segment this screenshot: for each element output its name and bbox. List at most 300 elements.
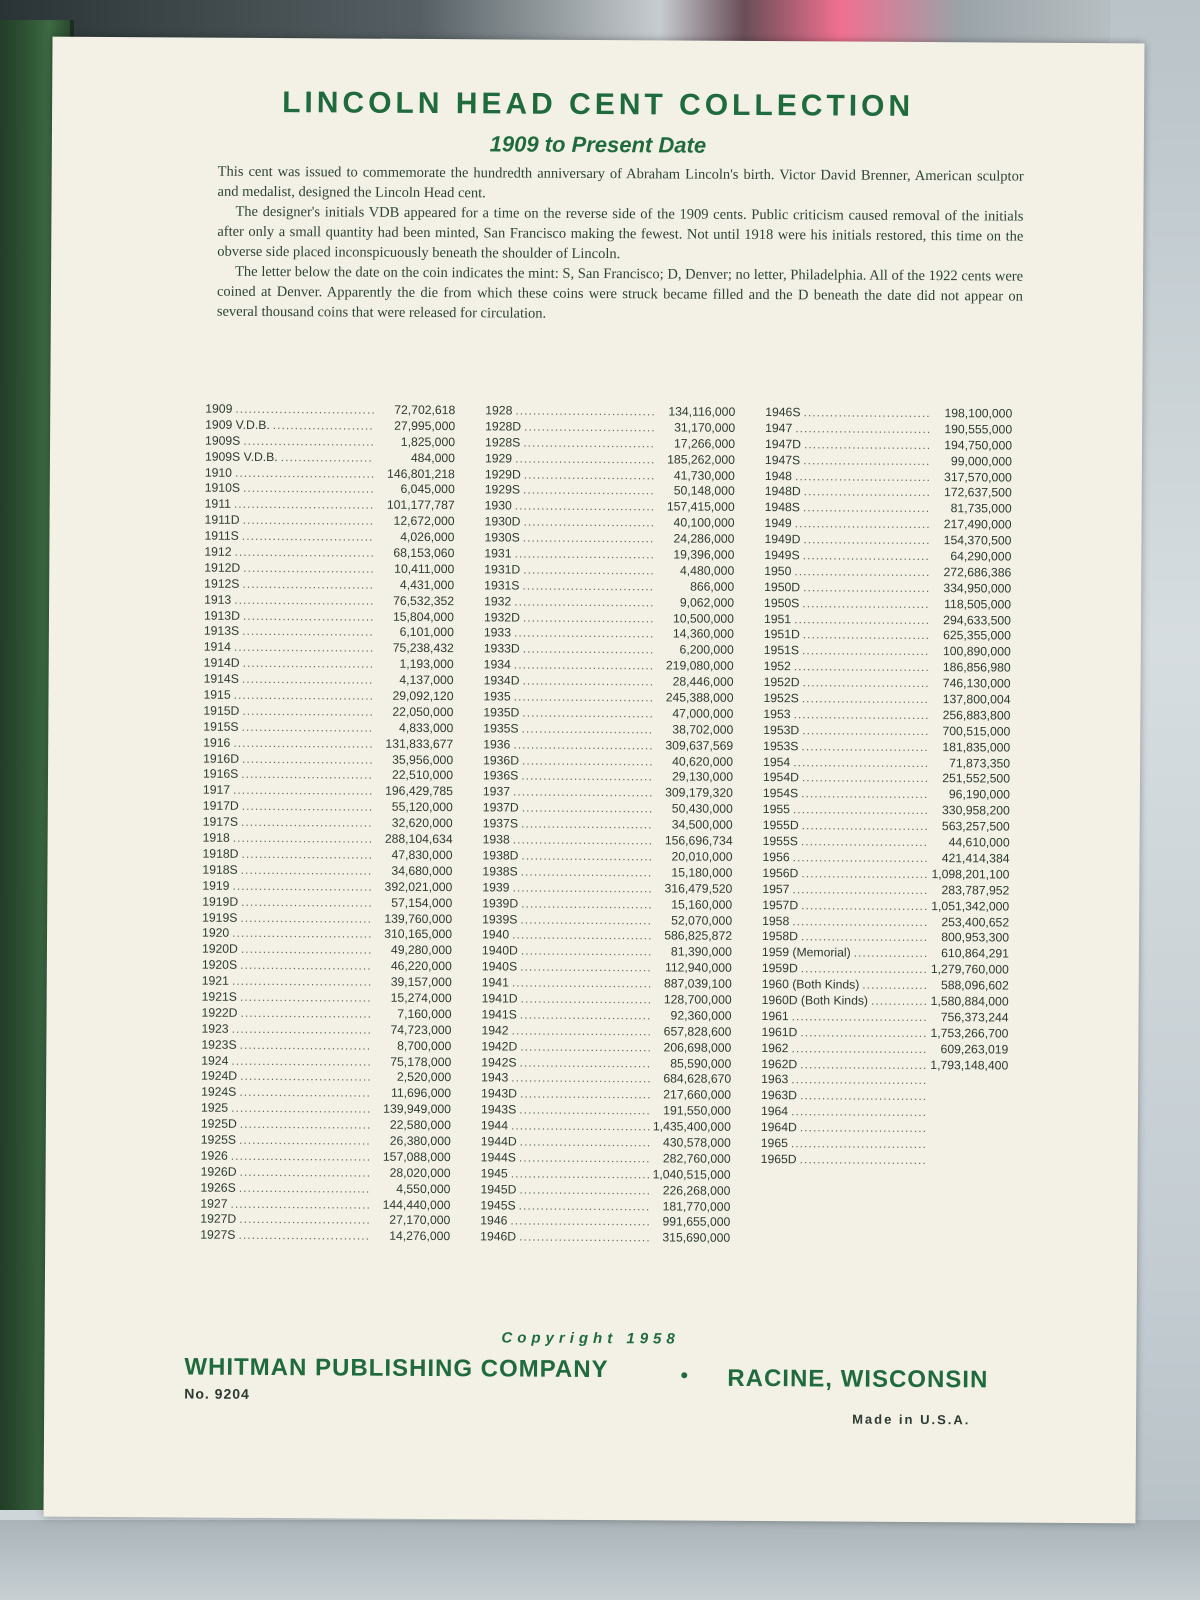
coin-date-mint: 1928	[485, 403, 513, 418]
mintage-count: 316,479,520	[664, 881, 733, 896]
coin-date-mint: 1948D	[764, 484, 801, 499]
leader-dots	[235, 465, 374, 482]
mintage-count: 4,550,000	[396, 1181, 451, 1196]
leader-dots	[239, 1212, 369, 1229]
leader-dots	[240, 1006, 370, 1023]
mintage-count: 29,130,000	[671, 769, 734, 785]
mintage-row	[203, 815, 453, 832]
coin-date-mint: 1950	[764, 563, 792, 579]
mintage-count: 28,020,000	[389, 1165, 451, 1180]
leader-dots	[522, 705, 652, 722]
mintage-row	[482, 1007, 732, 1024]
coin-date-mint: 1919	[202, 878, 230, 893]
mintage-count: 68,153,060	[393, 545, 455, 561]
mintage-count: 272,686,386	[943, 565, 1012, 580]
mintage-row	[203, 704, 453, 721]
coin-date-mint: 1913S	[203, 624, 240, 639]
coin-date-mint: 1930D	[484, 514, 521, 529]
mintage-row	[484, 530, 734, 547]
coin-date-mint: 1937S	[482, 816, 519, 831]
mintage-count: 317,570,000	[944, 469, 1012, 485]
mintage-row	[203, 831, 453, 848]
mintage-count: 563,257,500	[941, 819, 1010, 834]
coin-date-mint: 1956D	[762, 865, 799, 881]
mintage-count: 99,000,000	[950, 453, 1012, 469]
mintage-count: 17,266,000	[674, 436, 736, 451]
coin-date-mint: 1949D	[764, 532, 801, 547]
leader-dots	[803, 580, 930, 597]
leader-dots	[242, 799, 372, 816]
mintage-count: 144,440,000	[382, 1197, 451, 1212]
leader-dots	[242, 624, 373, 641]
mintage-count: 309,637,569	[665, 738, 734, 753]
leader-dots	[791, 1136, 927, 1153]
leader-dots	[795, 516, 931, 533]
coin-date-mint: 1946D	[480, 1229, 517, 1244]
leader-dots	[794, 612, 930, 629]
leader-dots	[519, 1230, 649, 1247]
mintage-row	[762, 961, 1009, 978]
leader-dots	[514, 690, 653, 707]
mintage-row	[480, 1214, 730, 1231]
mintage-row	[481, 1103, 731, 1120]
leader-dots	[801, 866, 928, 883]
leader-dots	[871, 994, 928, 1010]
coin-date-mint: 1926S	[200, 1180, 236, 1195]
coin-date-mint: 1910	[204, 465, 233, 480]
mintage-row	[763, 707, 1010, 724]
leader-dots	[521, 944, 651, 961]
mintage-row	[484, 546, 734, 563]
leader-dots	[514, 594, 653, 611]
mintage-row	[763, 786, 1010, 803]
mintage-count: 35,956,000	[392, 752, 454, 767]
mintage-count: 191,550,000	[663, 1103, 732, 1119]
leader-dots	[281, 450, 374, 466]
mintage-row	[482, 880, 732, 897]
mintage-row	[205, 497, 455, 514]
coin-date-mint: 1961	[761, 1008, 789, 1024]
coin-date-mint: 1957D	[762, 897, 799, 912]
coin-date-mint: 1959 (Memorial)	[761, 945, 851, 960]
leader-dots	[521, 992, 651, 1009]
mintage-row	[202, 847, 452, 864]
mintage-row	[202, 910, 452, 927]
mintage-count: 294,633,500	[943, 612, 1012, 628]
mintage-row	[762, 945, 1009, 962]
mintage-row	[761, 1104, 1008, 1121]
mintage-row	[204, 576, 454, 593]
mintage-count: 610,864,291	[941, 946, 1009, 961]
leader-dots	[804, 437, 931, 454]
coin-date-mint: 1935	[483, 689, 511, 704]
mintage-count: 283,787,952	[941, 882, 1010, 898]
mintage-row	[761, 1152, 1008, 1169]
mintage-count: 38,702,000	[672, 722, 734, 737]
leader-dots	[234, 688, 373, 705]
mintage-row	[763, 723, 1010, 740]
mintage-count: 137,800,004	[942, 692, 1011, 707]
mintage-row	[201, 1021, 451, 1038]
mintage-count: 134,116,000	[668, 404, 736, 419]
coin-date-mint: 1928D	[485, 419, 522, 434]
mintage-count: 96,190,000	[948, 787, 1010, 802]
coin-date-mint: 1915	[203, 687, 231, 702]
mintage-row	[482, 928, 732, 945]
coin-date-mint: 1941S	[481, 1007, 517, 1022]
leader-dots	[520, 1087, 650, 1104]
mintage-row	[761, 1088, 1008, 1105]
mintage-count: 139,760,000	[384, 911, 453, 926]
mintage-row	[764, 612, 1011, 629]
coin-date-mint: 1931S	[484, 578, 520, 593]
leader-dots	[512, 880, 651, 897]
mintage-count: 282,760,000	[662, 1151, 731, 1166]
coin-date-mint: 1954	[763, 754, 791, 769]
coin-date-mint: 1911	[204, 496, 231, 512]
coin-date-mint: 1937D	[482, 800, 519, 815]
coin-date-mint: 1953S	[763, 738, 799, 753]
mintage-count: 288,104,634	[384, 831, 453, 847]
coin-date-mint: 1924S	[201, 1084, 237, 1100]
mintage-row	[482, 864, 732, 881]
mintage-count: 139,949,000	[383, 1101, 452, 1117]
coin-date-mint: 1909S V.D.B.	[204, 449, 278, 464]
leader-dots	[519, 1103, 650, 1120]
mintage-row	[205, 513, 455, 530]
leader-dots	[232, 1022, 371, 1039]
coin-date-mint: 1914	[203, 639, 231, 655]
mintage-row	[761, 1072, 1008, 1089]
leader-dots	[243, 656, 373, 673]
leader-dots	[241, 942, 371, 959]
leader-dots	[519, 1150, 650, 1167]
mintage-row	[204, 608, 454, 625]
leader-dots	[234, 545, 373, 562]
coin-date-mint: 1913D	[203, 608, 240, 623]
mintage-row	[203, 751, 453, 768]
mintage-count: 34,680,000	[391, 863, 453, 878]
mintage-count: 746,130,000	[942, 676, 1011, 691]
coin-date-mint: 1947D	[765, 436, 802, 452]
coin-date-mint: 1936D	[483, 752, 520, 768]
mintage-count: 6,045,000	[400, 482, 455, 497]
mintage-row	[481, 1039, 731, 1056]
mintage-row	[203, 783, 453, 800]
leader-dots	[802, 771, 929, 788]
coin-date-mint: 1951D	[763, 627, 800, 642]
leader-dots	[802, 723, 929, 740]
coin-date-mint: 1909S	[205, 433, 241, 448]
coin-date-mint: 1936	[483, 737, 511, 752]
mintage-count: 6,101,000	[399, 625, 454, 640]
coin-date-mint: 1941D	[481, 991, 518, 1006]
mintage-row	[763, 771, 1010, 788]
mintage-count: 15,180,000	[671, 865, 733, 880]
leader-dots	[522, 721, 653, 738]
mintage-row	[482, 959, 732, 976]
mintage-count: 588,096,602	[940, 978, 1009, 993]
leader-dots	[243, 513, 374, 530]
mintage-row	[482, 975, 732, 992]
mintage-row	[764, 564, 1011, 581]
mintage-count: 154,370,500	[943, 533, 1012, 548]
coin-date-mint: 1965D	[760, 1151, 797, 1167]
mintage-row	[764, 643, 1011, 660]
leader-dots	[523, 515, 653, 532]
coin-date-mint: 1965	[760, 1135, 788, 1151]
coin-date-mint: 1952	[763, 659, 791, 674]
coin-date-mint: 1945	[480, 1166, 508, 1181]
mintage-count: 76,532,352	[393, 593, 455, 608]
coin-date-mint: 1963	[761, 1072, 789, 1087]
coin-date-mint: 1919S	[202, 910, 238, 925]
mintage-row	[204, 640, 454, 657]
mintage-count: 41,730,000	[673, 468, 735, 483]
mintage-row	[485, 403, 735, 420]
mintage-count: 245,388,000	[665, 690, 734, 705]
leader-dots	[792, 1009, 928, 1026]
coin-date-mint: 1922D	[201, 1005, 238, 1020]
coin-date-mint: 1963D	[761, 1088, 798, 1103]
leader-dots	[794, 564, 930, 581]
mintage-count: 100,890,000	[942, 644, 1011, 659]
coin-date-mint: 1926	[200, 1148, 228, 1163]
mintage-row	[762, 1009, 1009, 1026]
mintage-count: 40,100,000	[673, 515, 735, 531]
mintage-count: 15,274,000	[390, 990, 452, 1006]
leader-dots	[513, 737, 652, 754]
leader-dots	[511, 1071, 650, 1088]
mintage-row	[202, 894, 452, 911]
coin-date-mint: 1924	[201, 1053, 229, 1068]
mintage-row	[762, 882, 1009, 899]
coin-date-mint: 1924D	[201, 1069, 238, 1084]
coin-date-mint: 1960 (Both Kinds)	[761, 977, 860, 992]
coin-date-mint: 1920	[202, 925, 230, 941]
mintage-row	[204, 672, 454, 689]
mintage-row	[201, 1085, 451, 1102]
leader-dots	[801, 787, 929, 804]
coin-date-mint: 1933D	[483, 641, 520, 656]
mintage-count: 92,360,000	[670, 1008, 732, 1023]
coin-date-mint: 1931D	[484, 562, 521, 577]
leader-dots	[524, 419, 654, 436]
leader-dots	[522, 801, 652, 818]
mintage-row	[762, 850, 1009, 867]
mintage-row	[483, 832, 733, 849]
mintage-count: 172,637,500	[943, 485, 1012, 500]
mintage-count: 684,628,670	[663, 1071, 732, 1087]
mintage-row	[203, 719, 453, 736]
leader-dots	[804, 485, 931, 502]
mintage-count: 625,355,000	[943, 628, 1011, 644]
leader-dots	[514, 626, 653, 643]
leader-dots	[234, 497, 374, 514]
mintage-row	[762, 914, 1009, 931]
leader-dots	[521, 864, 652, 881]
mintage-row	[482, 944, 732, 961]
mintage-row	[484, 673, 734, 690]
mintage-row	[481, 1150, 731, 1167]
mintage-row	[481, 1166, 731, 1183]
coin-date-mint: 1953D	[763, 722, 800, 738]
mintage-row	[484, 626, 734, 643]
mintage-count: 6,200,000	[679, 642, 734, 658]
coin-date-mint: 1930	[484, 498, 512, 513]
mintage-count: 64,290,000	[950, 549, 1012, 564]
coin-date-mint: 1955D	[762, 818, 799, 833]
mintage-count: 190,555,000	[944, 422, 1013, 437]
mintage-row	[765, 453, 1012, 470]
coin-date-mint: 1930S	[484, 530, 520, 545]
coin-date-mint: 1938	[482, 832, 510, 847]
coin-date-mint: 1933	[483, 625, 512, 640]
leader-dots	[800, 1089, 927, 1106]
coin-date-mint: 1940	[482, 927, 510, 942]
coin-date-mint: 1925	[200, 1100, 229, 1115]
mintage-row	[481, 1087, 731, 1104]
coin-date-mint: 1943S	[480, 1102, 517, 1117]
leader-dots	[240, 1069, 370, 1086]
coin-date-mint: 1912	[204, 544, 232, 559]
mintage-row	[203, 799, 453, 816]
mintage-row	[485, 467, 735, 484]
coin-date-mint: 1940D	[481, 943, 518, 958]
leader-dots	[240, 1037, 371, 1054]
coin-date-mint: 1932	[484, 594, 512, 609]
mintage-row	[201, 1133, 451, 1150]
mintage-count: 40,620,000	[672, 754, 734, 769]
leader-dots	[231, 1149, 370, 1166]
leader-dots	[802, 675, 929, 692]
mintage-count: 81,735,000	[950, 501, 1012, 516]
mintage-count: 11,696,000	[390, 1086, 452, 1101]
mintage-row	[485, 483, 735, 500]
coin-date-mint: 1953	[763, 706, 791, 722]
mintage-count: 7,160,000	[397, 1006, 452, 1021]
coin-date-mint: 1935D	[483, 705, 520, 720]
footer-bullet: •	[680, 1362, 689, 1388]
mintage-count: 27,995,000	[394, 418, 456, 434]
coin-date-mint: 1914D	[203, 655, 240, 671]
coin-date-mint: 1920S	[201, 957, 238, 972]
coin-date-mint: 1915D	[203, 703, 240, 718]
coin-date-mint: 1956	[762, 849, 790, 865]
leader-dots	[519, 1055, 650, 1072]
coin-date-mint: 1948S	[764, 500, 800, 515]
coin-date-mint: 1944D	[480, 1134, 517, 1149]
mintage-row	[202, 942, 452, 959]
mintage-count: 74,723,000	[390, 1022, 452, 1037]
mintage-row	[205, 418, 455, 435]
leader-dots	[520, 960, 651, 977]
coin-date-mint: 1909 V.D.B.	[205, 417, 270, 432]
mintage-count: 1,435,400,000	[652, 1119, 731, 1134]
mintage-row	[481, 1055, 731, 1072]
leader-dots	[520, 1135, 650, 1152]
mintage-count: 392,021,000	[384, 879, 453, 894]
coin-date-mint: 1917S	[202, 814, 239, 829]
coin-date-mint: 1927D	[200, 1212, 237, 1227]
mintage-count: 4,833,000	[399, 720, 454, 735]
coin-date-mint: 1962D	[761, 1056, 798, 1071]
coin-date-mint: 1925D	[200, 1116, 237, 1131]
leader-dots	[795, 469, 931, 486]
leader-dots	[232, 926, 371, 943]
mintage-count: 81,390,000	[670, 944, 732, 960]
coin-date-mint: 1960D (Both Kinds)	[761, 992, 869, 1008]
coin-date-mint: 1929	[484, 450, 513, 466]
leader-dots	[242, 529, 374, 546]
mintage-count: 181,835,000	[942, 739, 1011, 755]
coin-date-mint: 1932D	[483, 609, 520, 625]
leader-dots	[512, 928, 651, 945]
mintage-row	[201, 1069, 451, 1086]
mintage-row	[200, 1228, 450, 1245]
mintage-count: 185,262,000	[667, 452, 736, 467]
mintage-row	[202, 990, 452, 1007]
leader-dots	[243, 561, 373, 578]
mintage-count: 34,500,000	[671, 817, 733, 833]
leader-dots	[519, 1198, 650, 1215]
coin-date-mint: 1934D	[483, 673, 520, 688]
leader-dots	[240, 958, 371, 975]
mintage-count: 29,092,120	[392, 688, 454, 704]
leader-dots	[801, 834, 929, 851]
leader-dots	[522, 753, 652, 770]
mintage-row	[483, 785, 733, 802]
leader-dots	[243, 481, 374, 498]
mintage-row	[483, 737, 733, 754]
mintage-row	[484, 642, 734, 659]
coin-date-mint: 1936S	[482, 768, 519, 784]
coin-date-mint: 1951	[763, 611, 792, 626]
coin-date-mint: 1921	[201, 973, 229, 988]
mintage-count: 256,883,800	[942, 708, 1011, 723]
mintage-row	[485, 435, 735, 452]
mintage-count: 226,268,000	[662, 1183, 731, 1198]
leader-dots	[802, 818, 929, 835]
mintage-count: 430,578,000	[662, 1135, 731, 1150]
coin-date-mint: 1962	[761, 1040, 789, 1055]
coin-date-mint: 1950D	[764, 579, 801, 595]
mintage-row	[202, 958, 452, 975]
mintage-row	[763, 691, 1010, 708]
leader-dots	[242, 751, 372, 768]
leader-dots	[243, 434, 374, 451]
coin-date-mint: 1957	[762, 881, 790, 896]
coin-date-mint: 1942	[481, 1023, 509, 1038]
mintage-count: 22,050,000	[392, 704, 454, 720]
mintage-count: 24,286,000	[673, 531, 735, 546]
mintage-count: 44,610,000	[948, 835, 1010, 850]
intro-paragraph: The letter below the date on the coin indicates the mint: S, San Francisco; D, Denver; no letter, Philadelphia. All of the 1922 cents were coined at Denver. Apparently the die from which these coins were struck became filled and the D beneath the date did not appear on several thousand coins that were released for circulation.	[216, 263, 1024, 322]
mintage-row	[763, 802, 1010, 819]
mintage-count: 10,500,000	[672, 611, 735, 626]
leader-dots	[515, 404, 654, 421]
leader-dots	[241, 847, 371, 864]
mintage-row	[765, 405, 1012, 422]
coin-date-mint: 1942S	[481, 1054, 517, 1070]
leader-dots	[522, 674, 652, 691]
mintage-count: 55,120,000	[391, 800, 453, 815]
mintage-count: 118,505,000	[944, 596, 1012, 612]
mintage-count: 1,193,000	[399, 657, 454, 672]
mintage-row	[764, 548, 1011, 565]
leader-dots	[241, 863, 372, 880]
leader-dots	[513, 785, 652, 802]
